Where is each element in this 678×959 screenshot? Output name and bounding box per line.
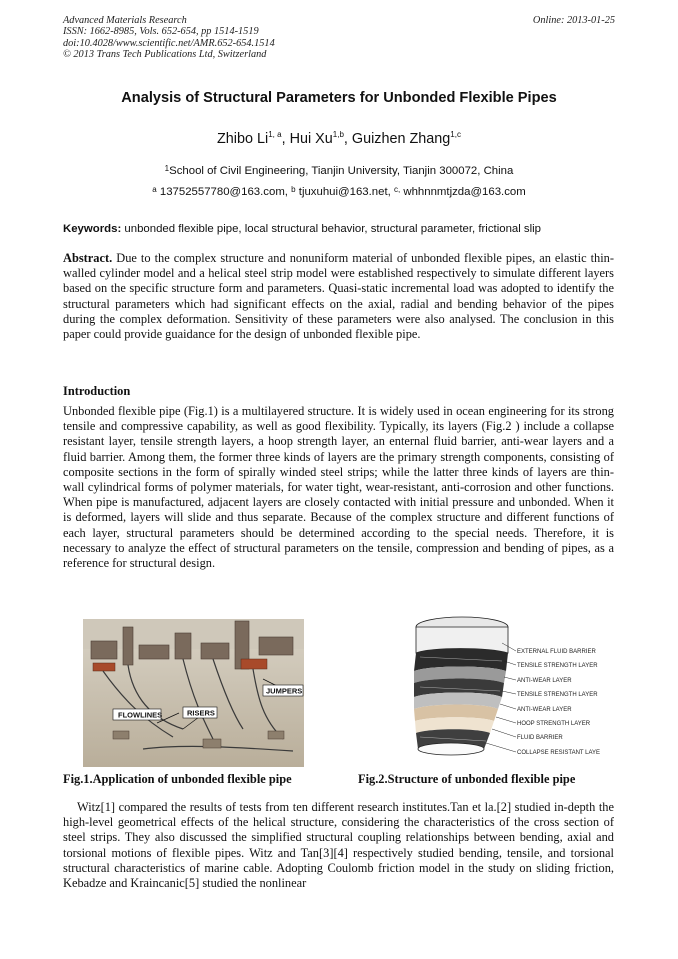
layer-label: ANTI-WEAR LAYER — [517, 678, 572, 684]
author-list: Zhibo Li$^{1, a}$, Hui Xu$^{1,b}$, Guizhen Zhang$^{1,c}$ — [217, 130, 461, 147]
author-name: Zhibo Li — [217, 131, 269, 147]
figure-1-caption: Fig.1.Application of unbonded flexible pipe — [63, 772, 292, 786]
body-paragraph: Witz[1] compared the results of tests from ten different research institutes.Tan et la.[2] studied in-depth the high-level geometrical effects of the helical structure, considering the characteristics of the cross section of steel strips. They also discussed the simplified structural coupling relationships between bending, axial and torsional motions of flexible pipes. Witz and Tan[3][4] respectively studied bending, tensile, and torsional structural characteristics of marine cable. Adopting Coulomb friction model in the study on sliding friction, Kebadze and Kraincanic[5] studied the nonlinear — [63, 800, 614, 891]
jumpers-label: JUMPERS — [266, 686, 303, 696]
email-sup: a — [152, 185, 157, 194]
keywords — [63, 223, 623, 235]
paper-title: Analysis of Structural Parameters for Unbonded Flexible Pipes — [121, 90, 557, 106]
layer-label: TENSILE STRENGTH LAYER — [517, 692, 598, 698]
affiliation-text: School of Civil Engineering, Tianjin University, Tianjin 300072, China — [169, 165, 514, 177]
pipe-layer-diagram — [390, 613, 600, 769]
journal-name: Advanced Materials Research — [63, 15, 187, 26]
doi-line: doi:10.4028/www.scientific.net/AMR.652-654.1514 — [63, 37, 275, 49]
email-sup: b — [291, 185, 296, 194]
figure-2-image — [390, 613, 600, 769]
copyright-line: © 2013 Trans Tech Publications Ltd, Switzerland — [63, 48, 267, 60]
author-name: Guizhen Zhang — [351, 131, 451, 147]
layer-label: ANTI-WEAR LAYER — [517, 707, 572, 713]
section-heading-introduction: Introduction — [63, 384, 131, 398]
figure-2-caption: Fig.2.Structure of unbonded flexible pipe — [358, 772, 576, 786]
layer-label: FLUID BARRIER — [517, 735, 563, 741]
online-date: Online: 2013-01-25 — [532, 15, 615, 26]
email-list — [0, 186, 678, 198]
author-sup: 1, a — [268, 130, 282, 139]
affiliation — [0, 165, 678, 177]
author-sup: 1,b — [332, 130, 344, 139]
layer-label: COLLAPSE RESISTANT LAYER — [517, 750, 600, 756]
author-sup: 1,c — [450, 130, 461, 139]
offshore-field-illustration — [83, 619, 304, 767]
abstract — [63, 251, 614, 342]
journal-header — [63, 15, 275, 60]
flowlines-label: FLOWLINES — [118, 710, 163, 720]
abstract-label: Abstract. — [63, 251, 113, 265]
introduction-paragraph: Unbonded flexible pipe (Fig.1) is a multilayered structure. It is widely used in ocean engineering for its strong tensile and compressive capability, as well as good flexibility. Typically, its layers (Fig.2 ) include a collapse resistant layer, tensile strength layers, a hoop strength layer, an enternal fluid barrier, anti-wear layers and a fluid barrier. Among them, the former three kinds of layers are the primary strength components, consisting of composite sections in the form of spirally winded steel strips; while the latter three kinds of layers are thin-wall cylindrical forms of polymer materials, for water tight, wear-resistant, anti-corrosion and other functions. When pipe is manufactured, adjacent layers are closely contacted with initial pressure and unbonded. When it is deformed, layers will slide and thus separate. Because of the complex structure and different functions of each layer, structural parameters should be determined according to the special needs. Therefore, it is necessary to analyze the effect of structural parameters on the tensile, compression and bending of pipes, as a reference for structural design. — [63, 404, 614, 571]
figure-1-image — [83, 619, 304, 767]
author-name: Hui Xu — [289, 131, 333, 147]
layer-label: TENSILE STRENGTH LAYER — [517, 663, 598, 669]
risers-label: RISERS — [187, 708, 215, 718]
email-sup: c, — [393, 185, 401, 194]
issn-line: ISSN: 1662-8985, Vols. 652-654, pp 1514-1519 — [63, 26, 259, 38]
email-link[interactable]: tjuxuhui@163.net, — [298, 186, 391, 198]
layer-label: EXTERNAL FLUID BARRIER — [517, 649, 596, 655]
email-link[interactable]: 13752557780@163.com, — [159, 186, 288, 198]
abstract-text: Due to the complex structure and nonuniform material of unbonded flexible pipes, an elastic thin-walled cylinder model and a helical steel strip model were established respectively to simulate different layers based on the specific structure form and parameters. Quasi-static incremental load was adopted to identify the structural parameters which had significant effects on the axial, radial and bending behavior of the pipes during the complex deformation. Sensitivity of these parameters were also analysed. The conclusion in this paper could provide guaidance for the design of unbonded flexible pipe. — [63, 251, 614, 342]
email-link[interactable]: whhnnmtjzda@163.com — [403, 186, 526, 198]
keywords-label: Keywords: — [63, 223, 122, 235]
affiliation-sup: 1 — [164, 164, 170, 173]
layer-label: HOOP STRENGTH LAYER — [517, 721, 591, 727]
keywords-text: unbonded flexible pipe, local structural behavior, structural parameter, frictional slip — [124, 223, 542, 235]
